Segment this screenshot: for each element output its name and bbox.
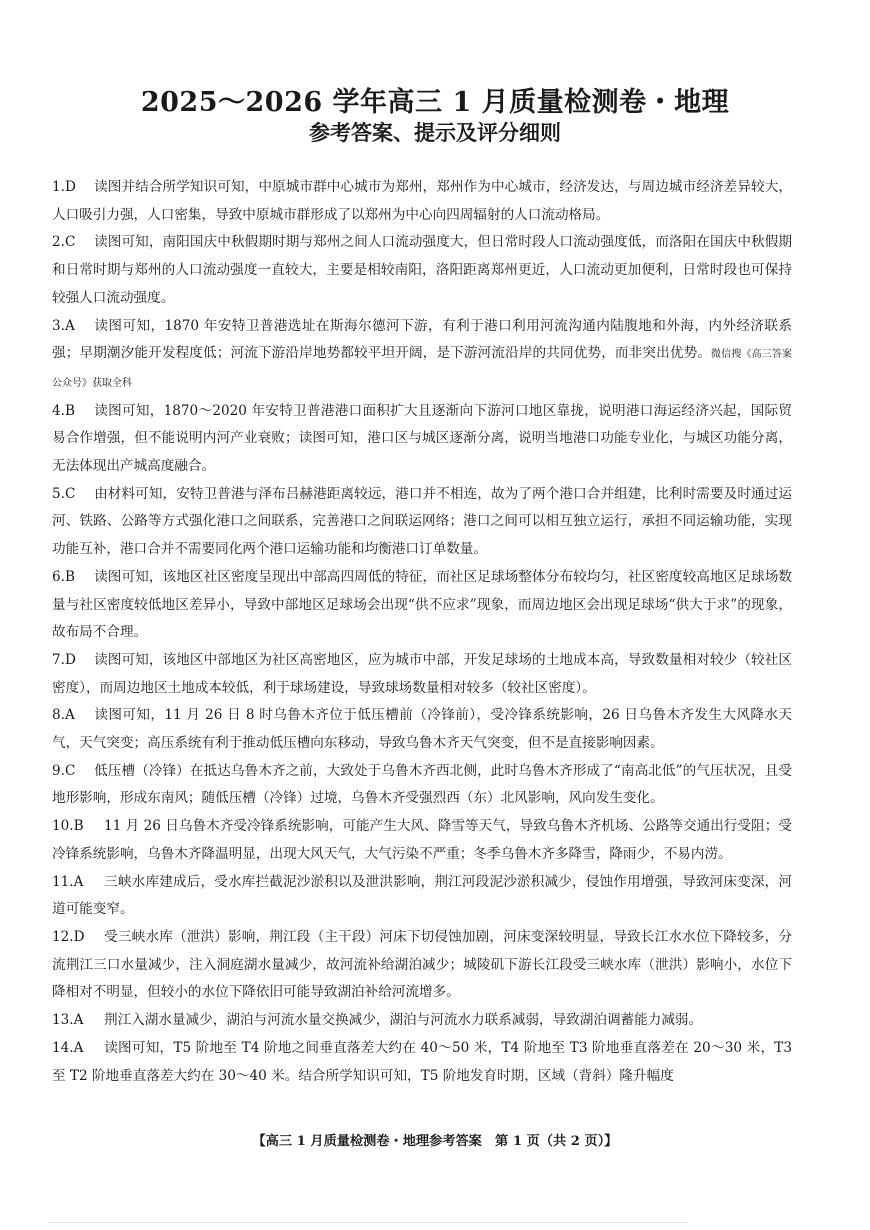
answer-item-14: [52, 1035, 792, 1090]
question-number: 7.D: [52, 651, 76, 668]
answer-item-12: [52, 924, 792, 1007]
answer-explanation: 读图可知，1870 年安特卫普港选址在斯海尔德河下游，有利于港口利用河流沟通内陆腹地和外海，内外经济联系强；早期潮汐能开发程度低；河流下游沿岸地势都较平坦开阔，是下游河流沿岸的共同优势，而非突出优势。: [52, 317, 792, 362]
answer-explanation: 读图可知，1870～2020 年安特卫普港港口面积扩大且逐渐向下游河口地区靠拢，说明港口海运经济兴起，国际贸易合作增强，但不能说明内河产业衰败；读图可知，港口区与城区逐渐分离，说明当地港口功能专业化，与城区功能分离，无法体现出产城高度融合。: [52, 402, 792, 475]
page-subtitle: 参考答案、提示及评分细则: [309, 120, 561, 145]
question-number: 13.A: [52, 1012, 84, 1029]
page-footer: 【高三 1 月质量检测卷・地理参考答案 第 1 页（共 2 页）】: [252, 1134, 618, 1149]
question-number: 1.D: [52, 179, 76, 195]
answer-item-2: [52, 229, 792, 312]
answer-item-11: [52, 869, 792, 924]
answer-explanation: 受三峡水库（泄洪）影响，荆江段（主干段）河床下切侵蚀加剧，河床变深较明显，导致长江水水位下降较多，分流荆江三口水量减少，注入洞庭湖水量减少，故河流补给湖泊减少；城陵矶下游长江段受三峡水库（泄洪）影响小，水位下降相对不明显，但较小的水位下降依旧可能导致湖泊补给河流增多。: [52, 928, 792, 1001]
answer-item-8: [52, 702, 792, 757]
bottom-divider: [48, 1222, 688, 1223]
answer-explanation: 低压槽（冷锋）在抵达乌鲁木齐之前，大致处于乌鲁木齐西北侧，此时乌鲁木齐形成了“南高北低”的气压状况，且受地形影响，形成东南风；随低压槽（冷锋）过境，乌鲁木齐受强烈西（东）北风影响，风向发生变化。: [52, 762, 792, 807]
answer-explanation: 读图可知，南阳国庆中秋假期时期与郑州之间人口流动强度大，但日常时段人口流动强度低，而洛阳在国庆中秋假期和日常时期与郑州的人口流动强度一直较大，主要是相较南阳，洛阳距离郑州更近，人口流动更加便利，日常时段也可保持较强人口流动强度。: [52, 234, 792, 306]
question-number: 3.A: [52, 317, 75, 334]
answer-item-6: [52, 564, 792, 647]
answer-explanation: 读图可知，11 月 26 日 8 时乌鲁木齐位于低压槽前（冷锋前），受冷锋系统影响，26 日乌鲁木齐发生大风降水天气，天气突变；高压系统有利于推动低压槽向东移动，导致乌鲁木齐天气突变，但不是直接影响因素。: [52, 707, 792, 752]
question-number: 14.A: [52, 1039, 84, 1056]
answer-item-10: [52, 813, 792, 868]
answer-item-1: [52, 174, 792, 229]
answer-explanation: 读图可知，该地区社区密度呈现出中部高四周低的特征，而社区足球场整体分布较均匀，社区密度较高地区足球场数量与社区密度较低地区差异小，导致中部地区足球场会出现“供不应求”现象，而周边地区会出现足球场“供大于求”的现象，故布局不合理。: [52, 568, 792, 641]
answer-item-5: [52, 481, 792, 564]
question-number: 12.D: [52, 928, 85, 945]
answer-explanation: 读图可知，T5 阶地至 T4 阶地之间垂直落差大约在 40～50 米，T4 阶地至 T3 阶地垂直落差在 20～30 米，T3 至 T2 阶地垂直落差大约在 30～40 米。结合所学知识可知，T5 阶地发育时期，区域（背斜）隆升幅度: [52, 1039, 792, 1084]
answer-explanation: 由材料可知，安特卫普港与泽布吕赫港距离较远，港口并不相连，故为了两个港口合并组建，比利时需要及时通过运河、铁路、公路等方式强化港口之间联系，完善港口之间联运网络；港口之间可以相互独立运行，承担不同运输功能，实现功能互补，港口合并不需要同化两个港口运输功能和均衡港口订单数量。: [52, 485, 792, 558]
answer-item-7: [52, 647, 792, 702]
answer-explanation: 读图可知，该地区中部地区为社区高密地区，应为城市中部，开发足球场的土地成本高，导致数量相对较少（较社区密度），而周边地区土地成本较低，利于球场建设，导致球场数量相对较多（较社区密度）。: [52, 651, 792, 696]
promo-note: 微信搜《高三答案公众号》获取全科: [52, 349, 793, 389]
question-number: 10.B: [52, 818, 84, 835]
question-number: 9.C: [52, 762, 76, 779]
question-number: 4.B: [52, 402, 75, 419]
answer-explanation: 三峡水库建成后，受水库拦截泥沙淤积以及泄洪影响，荆江河段泥沙淤积减少，侵蚀作用增强，导致河床变深，河道可能变窄。: [52, 873, 792, 918]
question-number: 6.B: [52, 568, 75, 585]
answer-item-13: [52, 1007, 792, 1035]
question-number: 5.C: [52, 485, 76, 502]
question-number: 11.A: [52, 873, 84, 890]
question-number: 2.C: [52, 234, 76, 251]
answer-item-3: [52, 313, 792, 398]
answer-explanation: 荆江入湖水量减少，湖泊与河流水量交换减少，湖泊与河流水力联系减弱，导致湖泊调蓄能力减弱。: [104, 1012, 703, 1029]
page-title: 2025～2026 学年高三 1 月质量检测卷・地理: [140, 87, 730, 118]
answer-list: [52, 174, 792, 1090]
question-number: 8.A: [52, 707, 75, 724]
answer-item-9: [52, 758, 792, 813]
answer-explanation: 读图并结合所学知识可知，中原城市群中心城市为郑州，郑州作为中心城市，经济发达，与周边城市经济差异较大，人口吸引力强，人口密集，导致中原城市群形成了以郑州为中心向四周辐射的人口流动格局。: [52, 179, 792, 223]
answer-explanation: 11 月 26 日乌鲁木齐受冷锋系统影响，可能产生大风、降雪等天气，导致乌鲁木齐机场、公路等交通出行受阻；受冷锋系统影响，乌鲁木齐降温明显，出现大风天气，大气污染不严重；冬季乌鲁木齐多降雪，降雨少，不易内涝。: [52, 818, 792, 862]
answer-item-4: [52, 398, 792, 481]
